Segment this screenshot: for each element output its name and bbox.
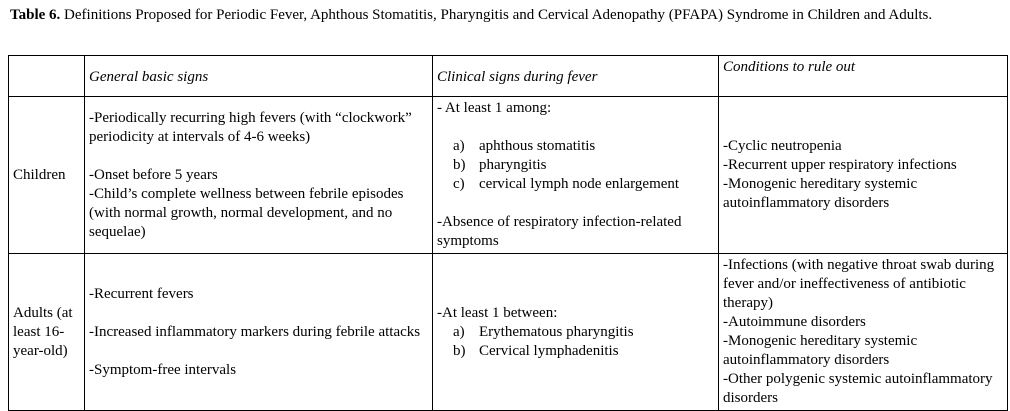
table-label: Table 6. [10, 7, 61, 23]
adults-general-signs [85, 254, 433, 411]
pfapa-definitions-table [8, 55, 1008, 411]
header-conditions-to-rule-out: Conditions to rule out [719, 56, 1008, 97]
general-sign: -Periodically recurring high fevers (with “clockwork” periodicity at intervals of 4-6 weeks) [89, 109, 412, 145]
clinical-note: -Absence of respiratory infection-related symptoms [437, 214, 682, 249]
clinical-sign-list [437, 323, 714, 361]
list-item-text: aphthous stomatitis [479, 138, 596, 154]
table-title: Definitions Proposed for Periodic Fever, Aphthous Stomatitis, Pharyngitis and Cervical Adenopathy (PFAPA) Syndrome in Children and Adults. [60, 7, 933, 23]
header-clinical-signs: Clinical signs during fever [433, 56, 719, 97]
clinical-intro: - At least 1 among: [437, 100, 552, 116]
general-sign: -Symptom-free intervals [89, 361, 237, 378]
rule-out-item: -Recurrent upper respiratory infections [723, 157, 957, 173]
clinical-sign-list [437, 137, 714, 194]
adults-rule-out [719, 254, 1008, 411]
children-general-signs [85, 97, 433, 254]
general-sign: -Onset before 5 years [89, 166, 218, 183]
rule-out-item: -Monogenic hereditary systemic autoinflammatory disorders [723, 333, 918, 368]
general-sign: -Increased inflammatory markers during febrile attacks [89, 323, 421, 340]
general-sign: -Recurrent fevers [89, 285, 194, 302]
list-item [453, 342, 714, 361]
list-item-text: pharyngitis [479, 157, 547, 173]
children-clinical-signs [433, 97, 719, 254]
rule-out-item: -Autoimmune disorders [723, 314, 866, 330]
list-marker: b) [453, 342, 466, 359]
rule-out-item: -Other polygenic systemic autoinflammatory disorders [723, 371, 993, 406]
general-sign: -Child’s complete wellness between febrile episodes (with normal growth, normal development, and no sequelae) [89, 185, 404, 240]
header-cell-empty [9, 56, 85, 97]
header-general-basic-signs: General basic signs [85, 56, 433, 97]
header-row [9, 56, 1008, 97]
list-item-text: cervical lymph node enlargement [479, 176, 680, 192]
list-item-text: Cervical lymphadenitis [479, 342, 619, 359]
row-label-adults: Adults (at least 16-year-old) [9, 254, 85, 411]
list-item-text: Erythematous pharyngitis [479, 323, 634, 340]
children-rule-out [719, 97, 1008, 254]
row-label-children: Children [9, 97, 85, 254]
table-row [9, 97, 1008, 254]
list-marker: c) [453, 176, 465, 192]
list-item [453, 175, 714, 194]
table-row [9, 254, 1008, 411]
list-item [453, 156, 714, 175]
adults-clinical-signs [433, 254, 719, 411]
clinical-intro: -At least 1 between: [437, 304, 558, 321]
list-item [453, 323, 714, 342]
rule-out-item: -Infections (with negative throat swab during fever and/or ineffectiveness of antibiotic therapy) [723, 257, 995, 311]
rule-out-item: -Monogenic hereditary systemic autoinflammatory disorders [723, 176, 918, 211]
list-item [453, 137, 714, 156]
list-marker: a) [453, 323, 465, 340]
rule-out-item: -Cyclic neutropenia [723, 138, 842, 154]
table-caption [10, 6, 1000, 25]
list-marker: a) [453, 138, 465, 154]
list-marker: b) [453, 157, 466, 173]
